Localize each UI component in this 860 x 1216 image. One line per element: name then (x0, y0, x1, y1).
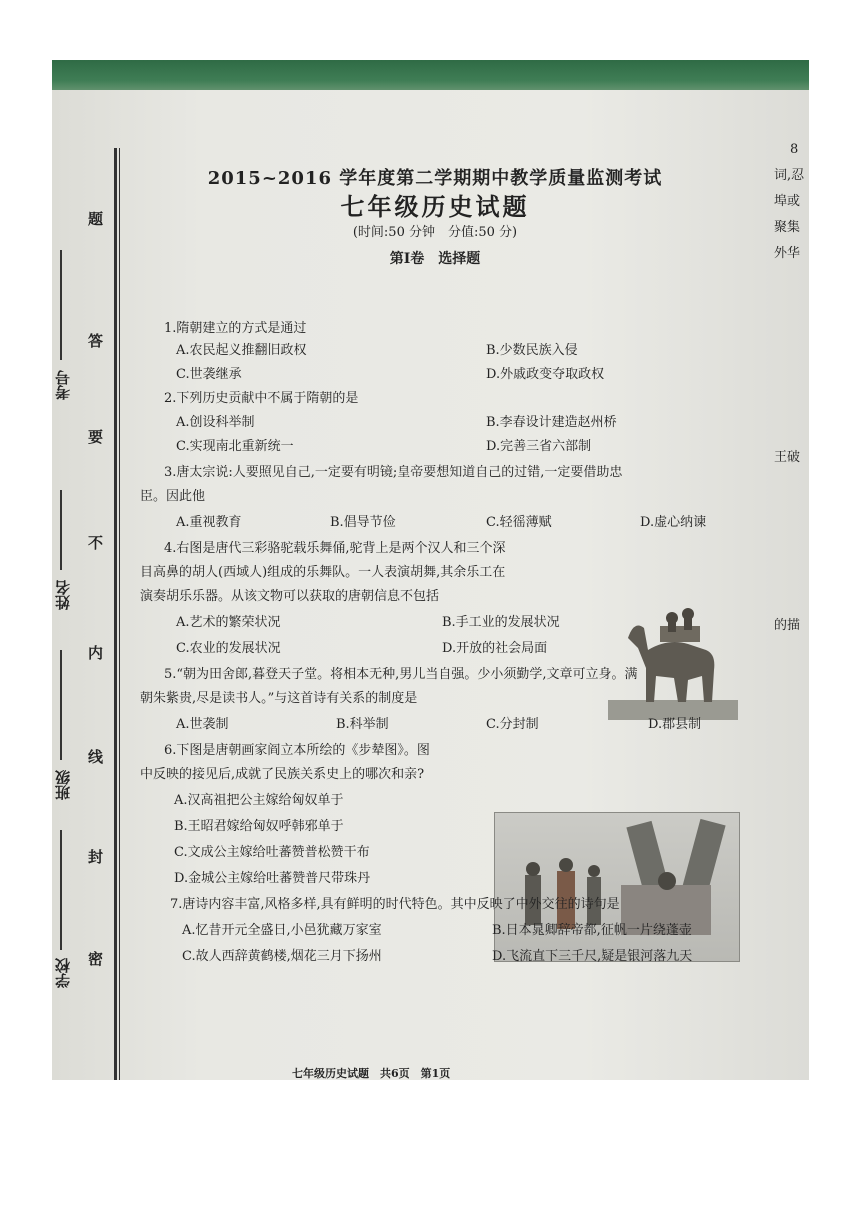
option: A.艺术的繁荣状况 (176, 615, 281, 630)
seal-char: 不 (88, 534, 104, 552)
right-page-fragment: 外华 (774, 246, 801, 261)
option: D.外戚政变夺取政权 (486, 367, 605, 382)
right-page-fragment: 埠或 (774, 194, 801, 209)
right-page-fragment: 词,忍 (774, 168, 805, 183)
option: D.郡县制 (648, 717, 702, 732)
seal-char: 密 (88, 950, 104, 968)
exam-photo (52, 60, 809, 1080)
right-page-fragment: 的描 (774, 618, 801, 633)
right-page-fragment: 8 (790, 142, 799, 157)
option: B.手工业的发展状况 (442, 615, 560, 630)
question-3-stem-cont: 臣。因此他 (140, 489, 206, 504)
option: B.少数民族入侵 (486, 343, 578, 358)
option: B.倡导节俭 (330, 515, 396, 530)
option: A.忆昔开元全盛日,小邑犹藏万家室 (182, 923, 382, 938)
option: D.虚心纳谏 (640, 515, 707, 530)
exam-paper (52, 90, 809, 1080)
field-label-exam-number: 考号 (54, 370, 72, 400)
option: C.轻徭薄赋 (486, 515, 552, 530)
question-4-stem-cont: 目高鼻的胡人(西域人)组成的乐舞队。一人表演胡舞,其余乐工在 (140, 565, 506, 580)
option: B.李春设计建造赵州桥 (486, 415, 617, 430)
option: D.飞流直下三千尺,疑是银河落九天 (492, 949, 693, 964)
option: C.实现南北重新统一 (176, 439, 294, 454)
field-label-class: 班级 (54, 770, 72, 800)
option: A.农民起义推翻旧政权 (176, 343, 307, 358)
time-score-info: (时间:50 分钟 分值:50 分) (352, 225, 518, 240)
option: B.日本晁卿辞帝都,征帆一片绕蓬壶 (492, 923, 692, 938)
question-7-stem: 7.唐诗内容丰富,风格多样,具有鲜明的时代特色。其中反映了中外交往的诗句是 (170, 897, 620, 912)
exam-title: 2015~2016 学年度第二学期期中教学质量监测考试 (207, 168, 663, 189)
paper-title: 七年级历史试题 (340, 192, 530, 221)
binding-line-inner (119, 148, 120, 1080)
option: B.科举制 (336, 717, 389, 732)
option: D.完善三省六部制 (486, 439, 592, 454)
field-line-school (60, 830, 62, 950)
question-1-stem: 1.隋朝建立的方式是通过 (164, 321, 307, 336)
question-6-stem-cont: 中反映的接见后,成就了民族关系史上的哪次和亲? (140, 767, 425, 782)
question-3-stem: 3.唐太宗说:人要照见自己,一定要有明镜;皇帝要想知道自己的过错,一定要借助忠 (164, 465, 623, 480)
option: B.王昭君嫁给匈奴呼韩邪单于 (174, 819, 344, 834)
question-4-stem: 4.右图是唐代三彩骆驼载乐舞俑,驼背上是两个汉人和三个深 (164, 541, 506, 556)
field-line-name (60, 490, 62, 570)
option: D.金城公主嫁给吐蕃赞普尺带珠丹 (174, 871, 371, 886)
question-4-stem-cont: 演奏胡乐乐器。从该文物可以获取的唐朝信息不包括 (140, 589, 440, 604)
seal-char: 内 (88, 644, 104, 662)
option: C.世袭继承 (176, 367, 242, 382)
page-footer: 七年级历史试题 共6页 第1页 (292, 1067, 451, 1080)
right-page-fragment: 聚集 (774, 220, 801, 235)
option: D.开放的社会局面 (442, 641, 548, 656)
question-6-stem: 6.下图是唐朝画家阎立本所绘的《步辇图》。图 (164, 743, 430, 758)
option: C.分封制 (486, 717, 539, 732)
option: A.创设科举制 (176, 415, 255, 430)
section-title: 第Ⅰ卷 选择题 (389, 251, 481, 267)
right-page-fragment: 王破 (774, 450, 801, 465)
option: A.世袭制 (176, 717, 229, 732)
field-line-exam-number (60, 250, 62, 360)
option: C.文成公主嫁给吐蕃赞普松赞干布 (174, 845, 370, 860)
question-5-stem-cont: 朝朱紫贵,尽是读书人。”与这首诗有关系的制度是 (140, 691, 418, 706)
green-cloth-background (52, 60, 809, 94)
seal-char: 线 (88, 748, 104, 766)
question-5-stem: 5.“朝为田舍郎,暮登天子堂。将相本无种,男儿当自强。少小须勤学,文章可立身。满 (164, 667, 638, 682)
field-label-name: 姓名 (54, 580, 72, 610)
seal-char: 要 (88, 428, 104, 446)
exam-content (140, 168, 730, 964)
binding-line-outer (114, 148, 117, 1080)
seal-char: 答 (88, 332, 104, 350)
option: C.故人西辞黄鹤楼,烟花三月下扬州 (182, 949, 382, 964)
option: A.汉高祖把公主嫁给匈奴单于 (174, 793, 344, 808)
seal-char: 题 (88, 210, 104, 228)
field-label-school: 学校 (54, 958, 72, 988)
seal-char: 封 (88, 848, 104, 866)
option: C.农业的发展状况 (176, 641, 281, 656)
field-line-class (60, 650, 62, 760)
option: A.重视教育 (176, 515, 242, 530)
question-2-stem: 2.下列历史贡献中不属于隋朝的是 (164, 391, 359, 406)
